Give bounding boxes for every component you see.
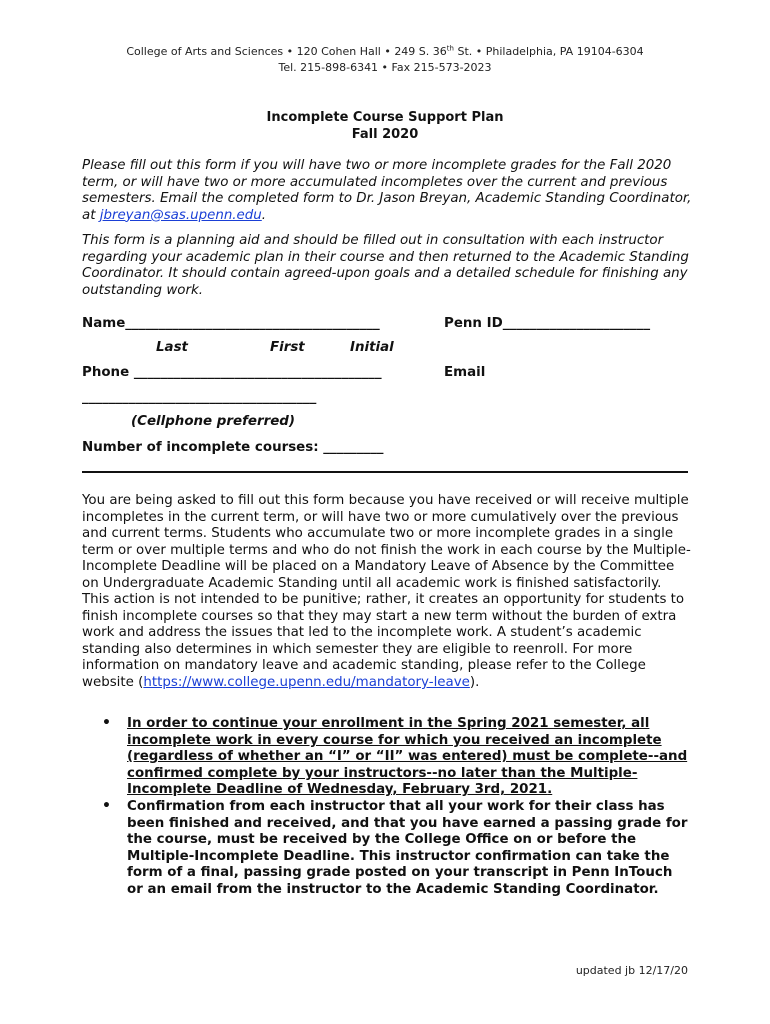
header-address: [0, 45, 770, 58]
penn-id-field[interactable]: Penn ID______________________: [444, 316, 651, 331]
header-phone-fax: Tel. 215-898-6341 • Fax 215-573-2023: [278, 61, 492, 74]
incomplete-count-field[interactable]: Number of incomplete courses: _________: [82, 440, 384, 455]
deadline-period: .: [547, 782, 553, 798]
form-title: Incomplete Course Support Plan: [266, 110, 504, 125]
intro-period: .: [261, 207, 267, 223]
deadline-bullet: [127, 716, 692, 799]
header-address-text: College of Arts and Sciences • 120 Cohen Hall • 249 S. 36: [126, 45, 447, 58]
intro-text: Please fill out this form if you will have two or more incomplete grades for the Fall 2020 term, or will have two or more accumulated incompletes over the current and previous semesters. Email the completed form to Dr. Jason Breyan, Academic Standing Coordinator, at: [82, 158, 692, 223]
name-field[interactable]: Name______________________________________: [82, 316, 380, 331]
mandatory-leave-link[interactable]: https://www.college.upenn.edu/mandatory-leave: [143, 675, 470, 691]
explanation-text: You are being asked to fill out this form because you have received or will receive multiple incompletes in the current term, or will have two or more cumulatively over the previous and current terms. Students who accumulate two or more incomplete grades in a single term or over multiple terms and who do not finish the work in each course by the Multiple-Incomplete Deadline will be placed on a Mandatory Leave of Absence by the Committee on Undergraduate Academic Standing until all academic work is finished satisfactorily. This action is not intended to be punitive; rather, it creates an opportunity for students to finish incomplete courses so that they may start a new term without the burden of extra work and address the issues that led to the incomplete work. A student’s academic standing also determines in which semester they are eligible to reenroll. For more information on mandatory leave and academic standing, please refer to the College website (: [82, 493, 691, 691]
intro-paragraph-2: This form is a planning aid and should be filled out in consultation with each instructor regarding your academic plan in their course and then returned to the Academic Standing Coordinator. It should contain agreed-upon goals and a detailed schedule for finishing any outstanding work.: [82, 233, 689, 298]
deadline-text: In order to continue your enrollment in the Spring 2021 semester, all incomplete work in every course for which you received an incomplete (regardless of whether an “I” or “II” was entered) must be complete--and confirmed complete by your instructors--no later than the Multiple-Incomplete Deadline of Wednesday, February 3rd, 2021: [127, 716, 688, 798]
explanation-end: ).: [469, 675, 480, 691]
initial-label: Initial: [350, 340, 394, 355]
header-superscript: th: [446, 44, 454, 53]
confirmation-bullet: Confirmation from each instructor that all your work for their class has been finished and received, and that you have earned a passing grade for the course, must be received by the College Office on or before the Multiple-Incomplete Deadline. This instructor confirmation can take the form of a final, passing grade posted on your transcript in Penn InTouch or an email from the instructor to the Academic Standing Coordinator.: [127, 799, 688, 897]
email-label: Email: [444, 365, 486, 380]
phone-field[interactable]: Phone _____________________________________: [82, 365, 382, 380]
explanation-paragraph: [82, 493, 692, 692]
coordinator-email-link[interactable]: jbreyan@sas.upenn.edu: [99, 207, 262, 223]
intro-paragraph-1: [82, 158, 692, 224]
section-divider: [82, 471, 688, 473]
last-name-label: Last: [156, 340, 188, 355]
first-name-label: First: [270, 340, 305, 355]
bullet-icon: •: [102, 715, 111, 731]
cellphone-note: (Cellphone preferred): [131, 414, 295, 429]
bullet-icon: •: [102, 798, 111, 814]
updated-note: updated jb 12/17/20: [575, 964, 688, 977]
header-address-text-end: St. • Philadelphia, PA 19104-6304: [453, 45, 644, 58]
form-term: Fall 2020: [351, 127, 419, 142]
email-field[interactable]: ___________________________________: [82, 390, 317, 405]
